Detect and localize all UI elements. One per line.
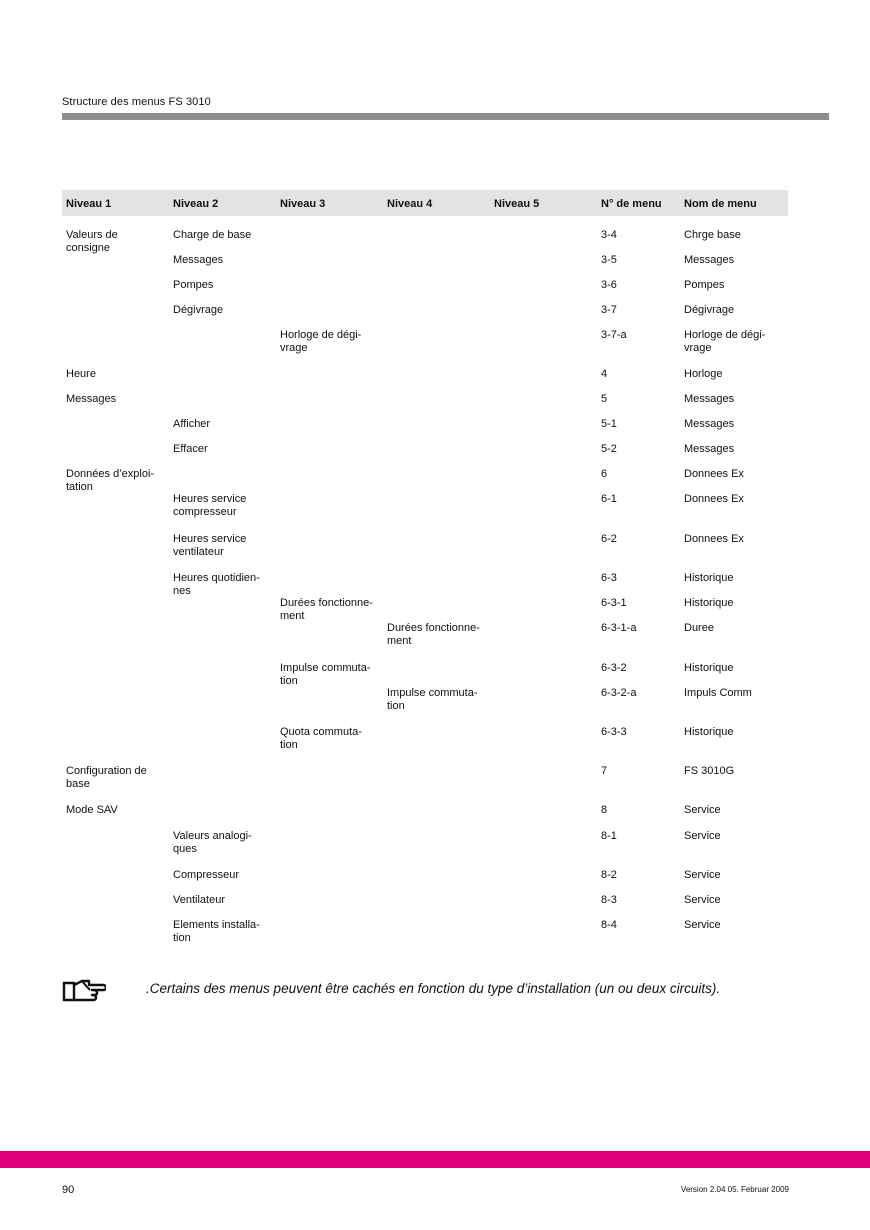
- cell-line: Historique: [684, 572, 734, 584]
- cell-line: Dégivrage: [684, 304, 735, 316]
- cell-line: tion: [387, 700, 405, 712]
- footer-accent-bar: [0, 1151, 870, 1168]
- cell-niveau-3: [280, 329, 361, 355]
- cell-line: Impuls Comm: [684, 687, 752, 699]
- cell-menu-name: [684, 597, 734, 610]
- cell-line: Historique: [684, 597, 734, 609]
- cell-menu-name: [684, 468, 744, 481]
- cell-line: Service: [684, 830, 721, 842]
- cell-line: Horloge de dégi-: [684, 329, 766, 341]
- cell-niveau-4: [387, 622, 480, 648]
- page-number: 90: [62, 1184, 75, 1196]
- column-header-niveau-5: Niveau 5: [494, 198, 540, 210]
- cell-menu-number: 7: [601, 765, 608, 777]
- cell-niveau-2: [173, 572, 260, 598]
- cell-line: Messages: [684, 443, 735, 455]
- cell-line: tion: [173, 932, 191, 944]
- cell-line: Duree: [684, 622, 714, 634]
- cell-line: Dégivrage: [173, 304, 224, 316]
- cell-line: vrage: [280, 342, 308, 354]
- cell-menu-number: 5-2: [601, 443, 617, 455]
- version-info: Version 2.04 05. Februar 2009: [680, 1185, 789, 1194]
- cell-menu-name: [684, 572, 734, 585]
- cell-menu-name: [684, 662, 734, 675]
- cell-line: Heures service: [173, 493, 247, 505]
- cell-menu-number: 6-3-3: [601, 726, 627, 738]
- cell-line: Messages: [66, 393, 117, 405]
- cell-line: Quota commuta-: [280, 726, 362, 738]
- cell-menu-number: 8-4: [601, 919, 617, 931]
- cell-menu-name: [684, 279, 724, 292]
- cell-niveau-2: [173, 533, 246, 559]
- cell-menu-number: 3-5: [601, 254, 617, 266]
- cell-menu-name: [684, 229, 741, 242]
- cell-menu-name: [684, 622, 714, 635]
- cell-menu-name: [684, 443, 734, 456]
- cell-menu-number: 6-2: [601, 533, 617, 545]
- cell-line: Compresseur: [173, 869, 240, 881]
- cell-niveau-2: [173, 418, 210, 431]
- cell-niveau-1: [66, 393, 116, 406]
- cell-line: Impulse commuta-: [280, 662, 371, 674]
- cell-menu-number: 3-4: [601, 229, 617, 241]
- cell-menu-number: 8-3: [601, 894, 617, 906]
- cell-line: Pompes: [173, 279, 214, 291]
- cell-line: Effacer: [173, 443, 208, 455]
- cell-line: consigne: [66, 242, 111, 254]
- page-header-title: Structure des menus FS 3010: [62, 96, 211, 108]
- cell-menu-number: 3-7: [601, 304, 617, 316]
- cell-line: Service: [684, 869, 721, 881]
- cell-line: Donnees Ex: [684, 468, 744, 480]
- cell-menu-name: [684, 393, 734, 406]
- cell-menu-number: 6-3: [601, 572, 617, 584]
- cell-niveau-3: [280, 726, 362, 752]
- cell-line: Heure: [66, 368, 96, 380]
- cell-line: Donnees Ex: [684, 493, 744, 505]
- column-header-niveau-1: Niveau 1: [66, 198, 112, 210]
- cell-niveau-1: [66, 804, 118, 817]
- cell-menu-name: [684, 493, 744, 506]
- pointing-hand-icon: [62, 976, 106, 1004]
- cell-line: Horloge de dégi-: [280, 329, 362, 341]
- cell-menu-number: 6-1: [601, 493, 617, 505]
- cell-line: Données d’exploi-: [66, 468, 155, 480]
- cell-niveau-3: [280, 662, 370, 688]
- cell-menu-number: 8-1: [601, 830, 617, 842]
- header-rule: [62, 113, 829, 120]
- cell-menu-number: 6-3-1-a: [601, 622, 637, 634]
- cell-line: Horloge: [684, 368, 723, 380]
- cell-line: Afficher: [173, 418, 211, 430]
- cell-line: Messages: [684, 254, 735, 266]
- column-header-menu-number: N° de menu: [601, 198, 662, 210]
- cell-menu-number: 6-3-2-a: [601, 687, 637, 699]
- cell-line: Donnees Ex: [684, 533, 744, 545]
- cell-niveau-1: [66, 229, 118, 255]
- cell-line: Chrge base: [684, 229, 741, 241]
- cell-line: tion: [280, 739, 298, 751]
- cell-menu-name: [684, 804, 721, 817]
- cell-line: FS 3010G: [684, 765, 735, 777]
- cell-menu-number: 6-3-1: [601, 597, 627, 609]
- cell-menu-number: 5: [601, 393, 608, 405]
- cell-menu-name: [684, 329, 765, 355]
- cell-line: ment: [280, 610, 305, 622]
- cell-line: Heures quotidien-: [173, 572, 260, 584]
- cell-niveau-2: [173, 919, 260, 945]
- cell-line: tion: [280, 675, 298, 687]
- cell-line: tation: [66, 481, 93, 493]
- cell-line: Valeurs analogi-: [173, 830, 252, 842]
- cell-menu-name: [684, 765, 734, 778]
- column-header-niveau-2: Niveau 2: [173, 198, 219, 210]
- table-header: [62, 190, 788, 216]
- cell-menu-name: [684, 533, 744, 546]
- cell-menu-name: [684, 869, 721, 882]
- cell-line: Impulse commuta-: [387, 687, 478, 699]
- cell-menu-name: [684, 368, 723, 381]
- cell-menu-name: [684, 418, 734, 431]
- cell-menu-number: 6: [601, 468, 608, 480]
- cell-line: compresseur: [173, 506, 237, 518]
- cell-line: Configuration de: [66, 765, 147, 777]
- cell-line: Messages: [684, 418, 735, 430]
- cell-niveau-3: [280, 597, 373, 623]
- cell-menu-name: [684, 254, 734, 267]
- cell-line: nes: [173, 585, 191, 597]
- column-header-niveau-3: Niveau 3: [280, 198, 326, 210]
- cell-niveau-2: [173, 304, 223, 317]
- cell-menu-number: 3-7-a: [601, 329, 627, 341]
- cell-line: Historique: [684, 662, 734, 674]
- cell-line: Valeurs de: [66, 229, 118, 241]
- cell-niveau-4: [387, 687, 477, 713]
- cell-line: vrage: [684, 342, 712, 354]
- cell-line: Elements installa-: [173, 919, 260, 931]
- cell-niveau-2: [173, 894, 225, 907]
- cell-niveau-2: [173, 229, 251, 242]
- cell-line: Mode SAV: [66, 804, 118, 816]
- cell-line: ques: [173, 843, 197, 855]
- cell-line: ventilateur: [173, 546, 224, 558]
- cell-line: Historique: [684, 726, 734, 738]
- cell-menu-number: 6-3-2: [601, 662, 627, 674]
- cell-niveau-2: [173, 830, 252, 856]
- cell-niveau-2: [173, 493, 246, 519]
- cell-line: Durées fonctionne-: [387, 622, 480, 634]
- cell-niveau-1: [66, 765, 147, 791]
- cell-menu-number: 8: [601, 804, 608, 816]
- cell-line: Pompes: [684, 279, 725, 291]
- cell-line: Ventilateur: [173, 894, 225, 906]
- cell-line: Service: [684, 919, 721, 931]
- cell-menu-number: 4: [601, 368, 608, 380]
- cell-niveau-2: [173, 279, 213, 292]
- cell-line: base: [66, 778, 90, 790]
- cell-niveau-1: [66, 468, 154, 494]
- cell-line: Messages: [173, 254, 224, 266]
- cell-niveau-2: [173, 869, 239, 882]
- cell-niveau-1: [66, 368, 96, 381]
- note-text: .Certains des menus peuvent être cachés en fonction du type d’installation (un ou deux circuits).: [146, 981, 721, 996]
- cell-line: Messages: [684, 393, 735, 405]
- cell-menu-name: [684, 687, 752, 700]
- cell-menu-name: [684, 304, 734, 317]
- cell-line: ment: [387, 635, 412, 647]
- cell-menu-name: [684, 894, 721, 907]
- cell-menu-name: [684, 830, 721, 843]
- cell-niveau-2: [173, 254, 223, 267]
- cell-line: Charge de base: [173, 229, 252, 241]
- cell-niveau-2: [173, 443, 208, 456]
- column-header-menu-name: Nom de menu: [684, 198, 757, 210]
- cell-menu-number: 3-6: [601, 279, 617, 291]
- cell-menu-name: [684, 919, 721, 932]
- cell-menu-number: 8-2: [601, 869, 617, 881]
- cell-line: Service: [684, 804, 721, 816]
- cell-menu-number: 5-1: [601, 418, 617, 430]
- column-header-niveau-4: Niveau 4: [387, 198, 433, 210]
- cell-line: Heures service: [173, 533, 247, 545]
- cell-line: Service: [684, 894, 721, 906]
- cell-menu-name: [684, 726, 734, 739]
- cell-line: Durées fonctionne-: [280, 597, 373, 609]
